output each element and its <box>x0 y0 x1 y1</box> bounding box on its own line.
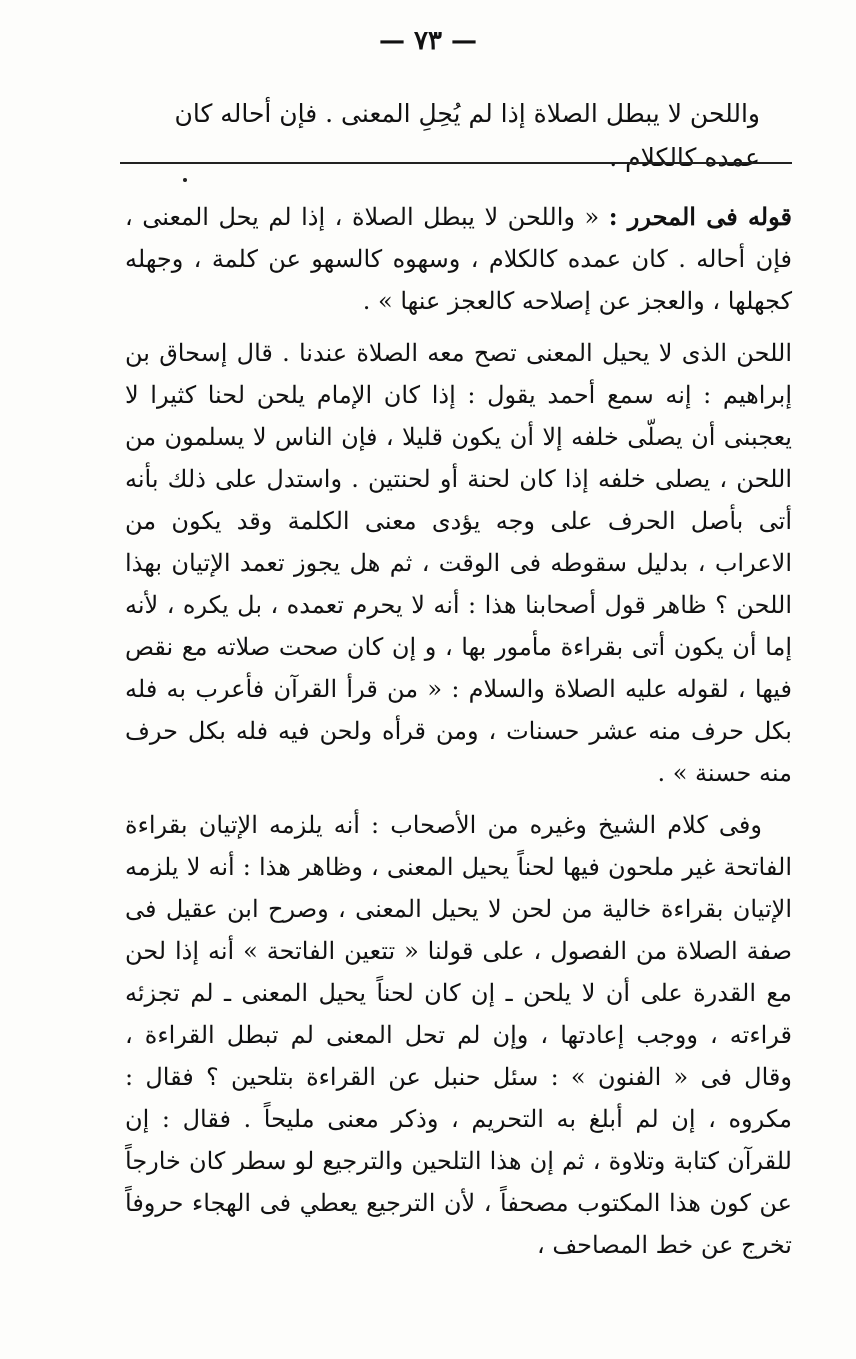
commentary-paragraph <box>125 196 792 322</box>
ink-dot <box>183 178 187 182</box>
commentary <box>125 196 792 1266</box>
page-number: — ٧٣ — <box>378 26 478 56</box>
commentary-paragraph: وفى كلام الشيخ وغيره من الأصحاب : أنه يلزمه الإتيان بقراءة الفاتحة غير ملحون فيها لحناً يحيل المعنى ، وظاهر هذا : أنه لا يلزمه الإتيان بقراءة خالية من لحن لا يحيل المعنى ، وصرح ابن عقيل فى صفة الصلاة من الفصول ، على قولنا « تتعين الفاتحة » أنه إذا لحن مع القدرة على أن لا يلحن ـ إن كان لحناً يحيل المعنى ـ لم تجزئه قراءته ، ووجب إعادتها ، وإن لم تحل المعنى لم تبطل القراءة ، وقال فى « الفنون » : سئل حنبل عن القراءة بتلحين ؟ فقال : مكروه ، إن لم أبلغ به التحريم ، وذكر معنى مليحاً . فقال : إن للقرآن كتابة وتلاوة ، ثم إن هذا التلحين والترجيع لو سطر كان خارجاً عن كون هذا المكتوب مصحفاً ، لأن الترجيع يعطي فى الهجاء حروفاً تخرج عن خط المصاحف ، <box>125 811 792 1259</box>
commentary-quote: « واللحن لا يبطل الصلاة ، إذا لم يحل المعنى ، فإن أحاله . كان عمده كالكلام ، وسهوه كالسهو عن كلمة ، وجهله كجهلها ، والعجز عن إصلاحه كالعجز عنها » . <box>125 203 792 315</box>
separator-line <box>120 162 792 164</box>
commentary-paragraph: اللحن الذى لا يحيل المعنى تصح معه الصلاة عندنا . قال إسحاق بن إبراهيم : إنه سمع أحمد يقول : إذا كان الإمام يلحن لحنا كثيرا لا يعجبنى أن يصلّى خلفه إلا أن يكون قليلا ، فإن الناس لا يسلمون من اللحن ، يصلى خلفه إذا كان لحنة أو لحنتين . واستدل على ذلك بأنه أتى بأصل الحرف على وجه يؤدى معنى الكلمة وقد يكون من الاعراب ، بدليل سقوطه فى الوقت ، ثم هل يجوز تعمد الإتيان بهذا اللحن ؟ ظاهر قول أصحابنا هذا : أنه لا يحرم تعمده ، بل يكره ، لأنه إما أن يكون أتى بقراءة مأمور بها ، و إن كان صحت صلاته مع نقص فيها ، لقوله عليه الصلاة والسلام : « من قرأ القرآن فأعرب به فله بكل حرف منه عشر حسنات ، ومن قرأه ولحن فيه فله بكل حرف منه حسنة » . <box>125 339 792 787</box>
commentary-lead: قوله فى المحرر : <box>608 202 792 231</box>
matn-text: واللحن لا يبطل الصلاة إذا لم يُحِلِ المعنى . فإن أحاله كان عمده كالكلام . <box>174 99 760 172</box>
